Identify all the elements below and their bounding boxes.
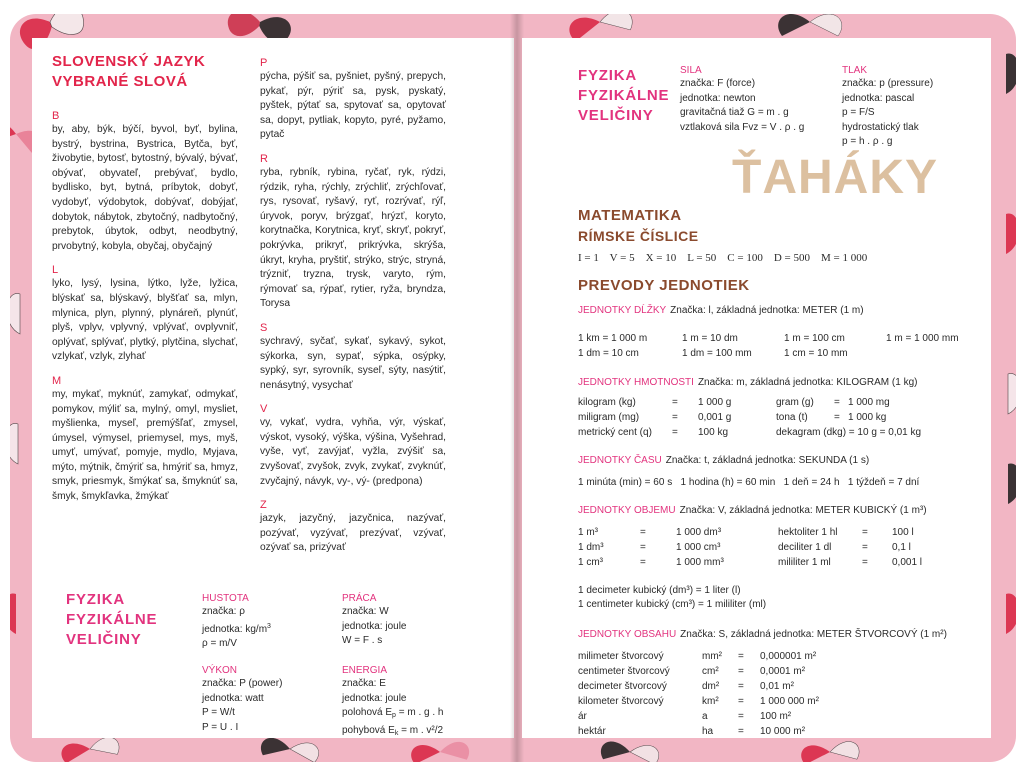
section-label: HUSTOTA <box>202 593 249 604</box>
section-label: SILA <box>680 65 702 76</box>
text-line: značka: P (power) <box>202 678 283 689</box>
section-label: JEDNOTKY DĹŽKY <box>578 305 667 316</box>
text-line: značka: p (pressure) <box>842 78 934 89</box>
superscript: 3 <box>267 622 271 630</box>
objem-note: 1 centimeter kubický (cm³) = 1 mililiter (ml) <box>578 599 767 610</box>
vykon-block <box>202 664 282 735</box>
text-line: P = U . I <box>202 721 239 733</box>
hmotnost-cell: 0,001 g <box>698 412 732 423</box>
letter-heading: P <box>260 57 268 69</box>
text-line: jednotka: pascal <box>842 92 915 104</box>
letter-heading: S <box>260 321 268 334</box>
obsah-cell: a <box>702 711 708 722</box>
hmotnost-cell: miligram (mg) <box>578 412 640 423</box>
roman-numerals: I = 1 V = 5 X = 10 L = 50 C = 100 D = 500 M = 1 000 <box>578 252 868 264</box>
section-label: JEDNOTKY OBJEMU <box>578 505 676 516</box>
objem-cell: 0,001 l <box>892 557 923 568</box>
heading-line: SLOVENSKÝ JAZYK <box>52 53 206 70</box>
prevody-heading: PREVODY JEDNOTIEK <box>578 277 750 294</box>
objem-cell: 1 cm³ <box>578 557 603 568</box>
section-label: TLAK <box>842 65 868 76</box>
butterfly-icon <box>1008 374 1016 414</box>
hmotnost-cell: 1 000 kg <box>848 412 887 423</box>
slovensky-heading <box>52 52 252 92</box>
hmotnost-cell: = <box>834 412 840 423</box>
objem-cell: mililiter 1 ml <box>778 557 831 568</box>
objem-cell: = <box>862 542 868 553</box>
hmotnost-cell: = <box>672 397 678 408</box>
dlzka-cell: 1 m = 10 dm <box>682 333 738 344</box>
text-line: vztlaková sila Fvz = V . ρ . g <box>680 121 805 133</box>
text-line <box>342 724 443 742</box>
letter-heading: R <box>260 152 268 165</box>
tlak-block <box>842 64 933 150</box>
cas-heading <box>578 454 869 467</box>
text-line: gravitačná tiaž G = m . g <box>680 107 789 118</box>
hmotnost-cell: 100 kg <box>698 427 729 438</box>
cas-line: 1 minúta (min) = 60 s 1 hodina (h) = 60 min 1 deň = 24 h 1 týždeň = 7 dní <box>578 477 920 488</box>
butterfly-icon <box>1006 214 1016 254</box>
section-label: PRÁCA <box>342 593 377 604</box>
matematika-heading <box>578 206 699 246</box>
fyzika-heading-left <box>66 590 176 650</box>
heading-line: FYZIKÁLNE <box>578 87 670 104</box>
hmotnost-cell: metrický cent (q) <box>578 427 652 438</box>
objem-cell: 100 l <box>892 527 914 538</box>
letter-block-z <box>260 498 446 556</box>
section-desc: Značka: V, základná jednotka: METER KUBICKÝ (1 m³) <box>679 505 927 516</box>
text-line: W = F . s <box>342 635 383 646</box>
butterfly-icon <box>778 14 842 36</box>
heading-line: FYZIKÁLNE <box>66 611 158 628</box>
hmotnost-cell: = <box>672 427 678 438</box>
obsah-cell: cm² <box>702 666 719 677</box>
letter-block-m <box>52 374 238 505</box>
letter-heading: M <box>52 374 62 387</box>
text-part: pohybová E <box>342 724 395 736</box>
dlzka-cell: 1 cm = 10 mm <box>784 348 848 359</box>
hmotnost-cell: gram (g) <box>776 397 814 408</box>
hmotnost-heading <box>578 376 917 389</box>
obsah-cell: = <box>738 666 744 677</box>
letter-block-b <box>52 109 238 254</box>
heading-line: FYZIKA <box>578 67 637 84</box>
obsah-cell: ha <box>702 726 714 737</box>
obsah-cell: 1 000 000 m² <box>760 696 819 707</box>
energia-block <box>342 664 443 741</box>
obsah-cell: km² <box>702 696 719 707</box>
butterfly-icon <box>1006 594 1016 634</box>
word-list: vy, vykať, vydra, vyhňa, výr, výskať, výskot, vysoký, výška, výšina, Vyšehrad, vyše, vyť, zavýjať, vyžla, zvýšiť sa, zvyšovať, zvyšok, zvyk, zvykať, zvyknúť, zvyčajný, návyk, vy-, vý- (predpona) <box>260 417 446 487</box>
obsah-cell: = <box>738 696 744 707</box>
objem-heading <box>578 504 927 517</box>
fyzika-heading-right <box>578 66 688 126</box>
objem-cell: = <box>640 542 646 553</box>
dlzka-cell: 1 dm = 10 cm <box>578 348 639 359</box>
dlzka-cell: 1 m = 1 000 mm <box>886 333 959 344</box>
section-label: VÝKON <box>202 665 238 676</box>
butterfly-icon <box>10 294 20 334</box>
butterfly-icon <box>10 594 16 634</box>
text-line <box>202 620 271 638</box>
text-line: p = F/S <box>842 107 875 118</box>
butterfly-icon <box>60 736 120 762</box>
text-line: značka: F (force) <box>680 78 756 89</box>
dlzka-cell: 1 km = 1 000 m <box>578 333 648 344</box>
text-part: = m . g . h <box>395 707 444 718</box>
hmotnost-cell: 1 000 mg <box>848 397 890 408</box>
text-line: značka: E <box>342 678 386 689</box>
obsah-cell: kilometer štvorcový <box>578 696 664 707</box>
butterfly-icon <box>410 741 470 762</box>
letter-block-s <box>260 321 446 393</box>
butterfly-icon <box>800 740 860 762</box>
word-list: jazyk, jazyčný, jazyčnica, nazývať, pozývať, vyzývať, prezývať, vzývať, ozývať sa, prizývať <box>260 513 446 554</box>
objem-cell: = <box>640 527 646 538</box>
section-desc: Značka: t, základná jednotka: SEKUNDA (1 s) <box>665 455 870 466</box>
obsah-cell: decimeter štvorcový <box>578 681 667 692</box>
text-line: značka: ρ <box>202 606 245 617</box>
hmotnost-cell: tona (t) <box>776 412 808 423</box>
left-page <box>32 38 514 738</box>
objem-cell: = <box>640 557 646 568</box>
praca-block <box>342 592 407 649</box>
obsah-cell: 0,0001 m² <box>760 666 806 677</box>
heading-line: MATEMATIKA <box>578 207 682 224</box>
text-line: P = W/t <box>202 707 235 718</box>
text-part: = m . v²/2 <box>398 724 444 736</box>
section-desc: Značka: m, základná jednotka: KILOGRAM (1 kg) <box>697 377 918 388</box>
hustota-block <box>202 592 271 652</box>
text-line: jednotka: watt <box>202 692 264 704</box>
word-list: sychravý, syčať, sykať, sykavý, sykot, sýkorka, syn, sypať, sýpka, osýpky, sypký, syr, syrovník, syseľ, sýty, nasýtiť, nenásytný, vysychať <box>260 335 446 391</box>
word-list: by, aby, býk, býčí, byvol, byť, bylina, bystrý, bystrina, Bystrica, Bytča, byť, živobytie, bytosť, bytostný, bývalý, bývať, obývať, obyvateľ, prebývať, bydlo, bydlisko, byt, bytná, príbytok, dobyť, vydobyť, výdobytok, dobývať, dobýjať, dobytok, nábytok, zbytočný, nadbytočný, prebytok, úbytok, odbyt, neodbytný, prvobytný, kobyla, obyčaj, obyčajný <box>52 124 238 252</box>
section-desc: Značka: l, základná jednotka: METER (1 m) <box>670 305 864 316</box>
obsah-cell: hektár <box>578 726 606 737</box>
obsah-cell: dm² <box>702 681 720 692</box>
obsah-cell: milimeter štvorcový <box>578 651 664 662</box>
letter-heading: B <box>52 110 60 122</box>
vybrane-slova-column-2 <box>260 56 446 556</box>
text-line: jednotka: joule <box>342 620 407 632</box>
obsah-heading <box>578 628 947 641</box>
word-list: my, mykať, myknúť, zamykať, odmykať, pomykov, mýliť sa, mylný, omyl, mysliet, myšlienka, myseľ, premýšľať, zmysel, úmysel, výmysel, priemysel, mys, myš, umyť, umývať, pomyje, mydlo, Myjava, mýto, mýtnik, čmýriť sa, hmýriť sa, hmyz, smyk, priesmyk, šmýkať sa, šmyknúť sa, šmyk, šmykľavka, žmýkať <box>52 388 238 503</box>
butterfly-icon <box>260 737 320 762</box>
objem-cell: 1 000 mm³ <box>676 557 724 568</box>
dlzka-cell: 1 m = 100 cm <box>784 333 845 344</box>
obsah-cell: ár <box>578 711 587 722</box>
text-line <box>342 706 443 724</box>
text-line: p = h . ρ . g <box>842 136 893 147</box>
hmotnost-cell: dekagram (dkg) = 10 g = 0,01 kg <box>776 427 922 438</box>
objem-cell: = <box>862 557 868 568</box>
letter-block-v <box>260 402 446 489</box>
heading-line: VYBRANÉ SLOVÁ <box>52 73 188 90</box>
obsah-cell: 0,000001 m² <box>760 651 817 662</box>
butterfly-icon <box>600 740 660 762</box>
heading-line: FYZIKA <box>66 591 125 608</box>
obsah-cell: = <box>738 681 744 692</box>
section-label: ENERGIA <box>342 665 388 676</box>
text-line: ρ = m/V <box>202 638 237 649</box>
objem-cell: hektoliter 1 hl <box>778 527 838 538</box>
text-line: značka: W <box>342 606 389 617</box>
sila-block <box>680 64 804 135</box>
letter-block-p <box>260 56 446 143</box>
hmotnost-cell: = <box>672 412 678 423</box>
hmotnost-cell: kilogram (kg) <box>578 397 636 408</box>
butterfly-icon <box>10 424 18 464</box>
hmotnost-cell: 1 000 g <box>698 397 732 408</box>
heading-line: RÍMSKE ČÍSLICE <box>578 228 699 244</box>
obsah-cell: centimeter štvorcový <box>578 666 670 677</box>
objem-cell: 1 dm³ <box>578 542 604 553</box>
notebook-spread <box>10 14 1016 762</box>
obsah-cell: = <box>738 711 744 722</box>
section-desc: Značka: S, základná jednotka: METER ŠTVORCOVÝ (1 m²) <box>680 629 947 640</box>
dlzka-heading <box>578 304 864 317</box>
section-label: JEDNOTKY ČASU <box>578 455 662 466</box>
objem-cell: 1 000 cm³ <box>676 542 721 553</box>
objem-cell: 0,1 l <box>892 542 911 553</box>
text-part: jednotka: kg/m <box>202 623 268 635</box>
hmotnost-cell: = <box>834 397 840 408</box>
subscript: p <box>392 712 396 719</box>
vybrane-slova-column-1 <box>52 100 238 505</box>
letter-block-r <box>260 152 446 312</box>
letter-block-l <box>52 263 238 365</box>
objem-cell: 1 000 dm³ <box>676 527 722 538</box>
obsah-cell: = <box>738 726 744 737</box>
objem-note: 1 decimeter kubický (dm³) = 1 liter (l) <box>578 585 741 596</box>
objem-cell: = <box>862 527 868 538</box>
obsah-cell: 100 m² <box>760 711 792 722</box>
letter-heading: L <box>52 264 59 277</box>
text-part: polohová E <box>342 707 393 718</box>
obsah-cell: 0,01 m² <box>760 681 794 692</box>
letter-heading: V <box>260 403 268 416</box>
butterfly-icon <box>1006 54 1016 94</box>
word-list: pýcha, pýšiť sa, pyšniet, pyšný, prepych, pykať, pýr, pýriť sa, pysk, pyskatý, pyštek, pýtať sa, spytovať sa, opytovať sa, dopyt, pytliak, kopyto, pyré, pyžamo, pytač <box>260 71 446 141</box>
text-line: hydrostatický tlak <box>842 121 919 133</box>
butterfly-icon <box>1008 464 1016 504</box>
section-label: JEDNOTKY HMOTNOSTI <box>578 377 694 388</box>
obsah-cell: 10 000 m² <box>760 726 806 737</box>
obsah-cell: mm² <box>702 651 722 662</box>
letter-heading: Z <box>260 499 267 512</box>
right-page <box>522 38 991 738</box>
heading-line: VELIČINY <box>578 107 654 124</box>
tahaky-stamp: ŤAHÁKY <box>732 151 938 204</box>
objem-cell: deciliter 1 dl <box>778 542 832 553</box>
heading-line: VELIČINY <box>66 631 142 648</box>
text-line: jednotka: joule <box>342 692 407 704</box>
word-list: lyko, lysý, lysina, lýtko, lyže, lyžica, blýskať sa, blýskavý, blyšťať sa, mlyn, mlynica, plyn, plynný, plynáreň, plynúť, plyš, vplyv, vplyvný, vplývať, ovplyvniť, oplývať, splývať, plytký, plytčina, slychať, vzlykať, vzlyk, zlyhať <box>52 278 238 363</box>
objem-cell: 1 m³ <box>578 527 598 538</box>
dlzka-cell: 1 dm = 100 mm <box>682 348 752 359</box>
subscript: k <box>394 729 399 737</box>
text-line: jednotka: newton <box>680 92 756 104</box>
section-label: JEDNOTKY OBSAHU <box>578 629 677 640</box>
obsah-cell: = <box>738 651 744 662</box>
word-list: ryba, rybník, rybina, ryčať, ryk, rýdzi, rýdzik, ryha, rýchly, zrýchliť, zrýchľovať, rys, rysovať, ryšavý, ryť, rozrývať, rýľ, úryvok, poryv, brýzgať, hrýzť, koryto, korytnačka, Korytnica, kryť, skryť, pokryť, pokrývka, prikryť, prikrývka, skrýša, úkryt, kryha, pryštiť, strýko, strýc, stryná, trýzniť, tryzna, trysk, varyto, rým, rýmovať sa, rýpať, rytier, ryža, bryndza, Torysa <box>260 166 446 310</box>
